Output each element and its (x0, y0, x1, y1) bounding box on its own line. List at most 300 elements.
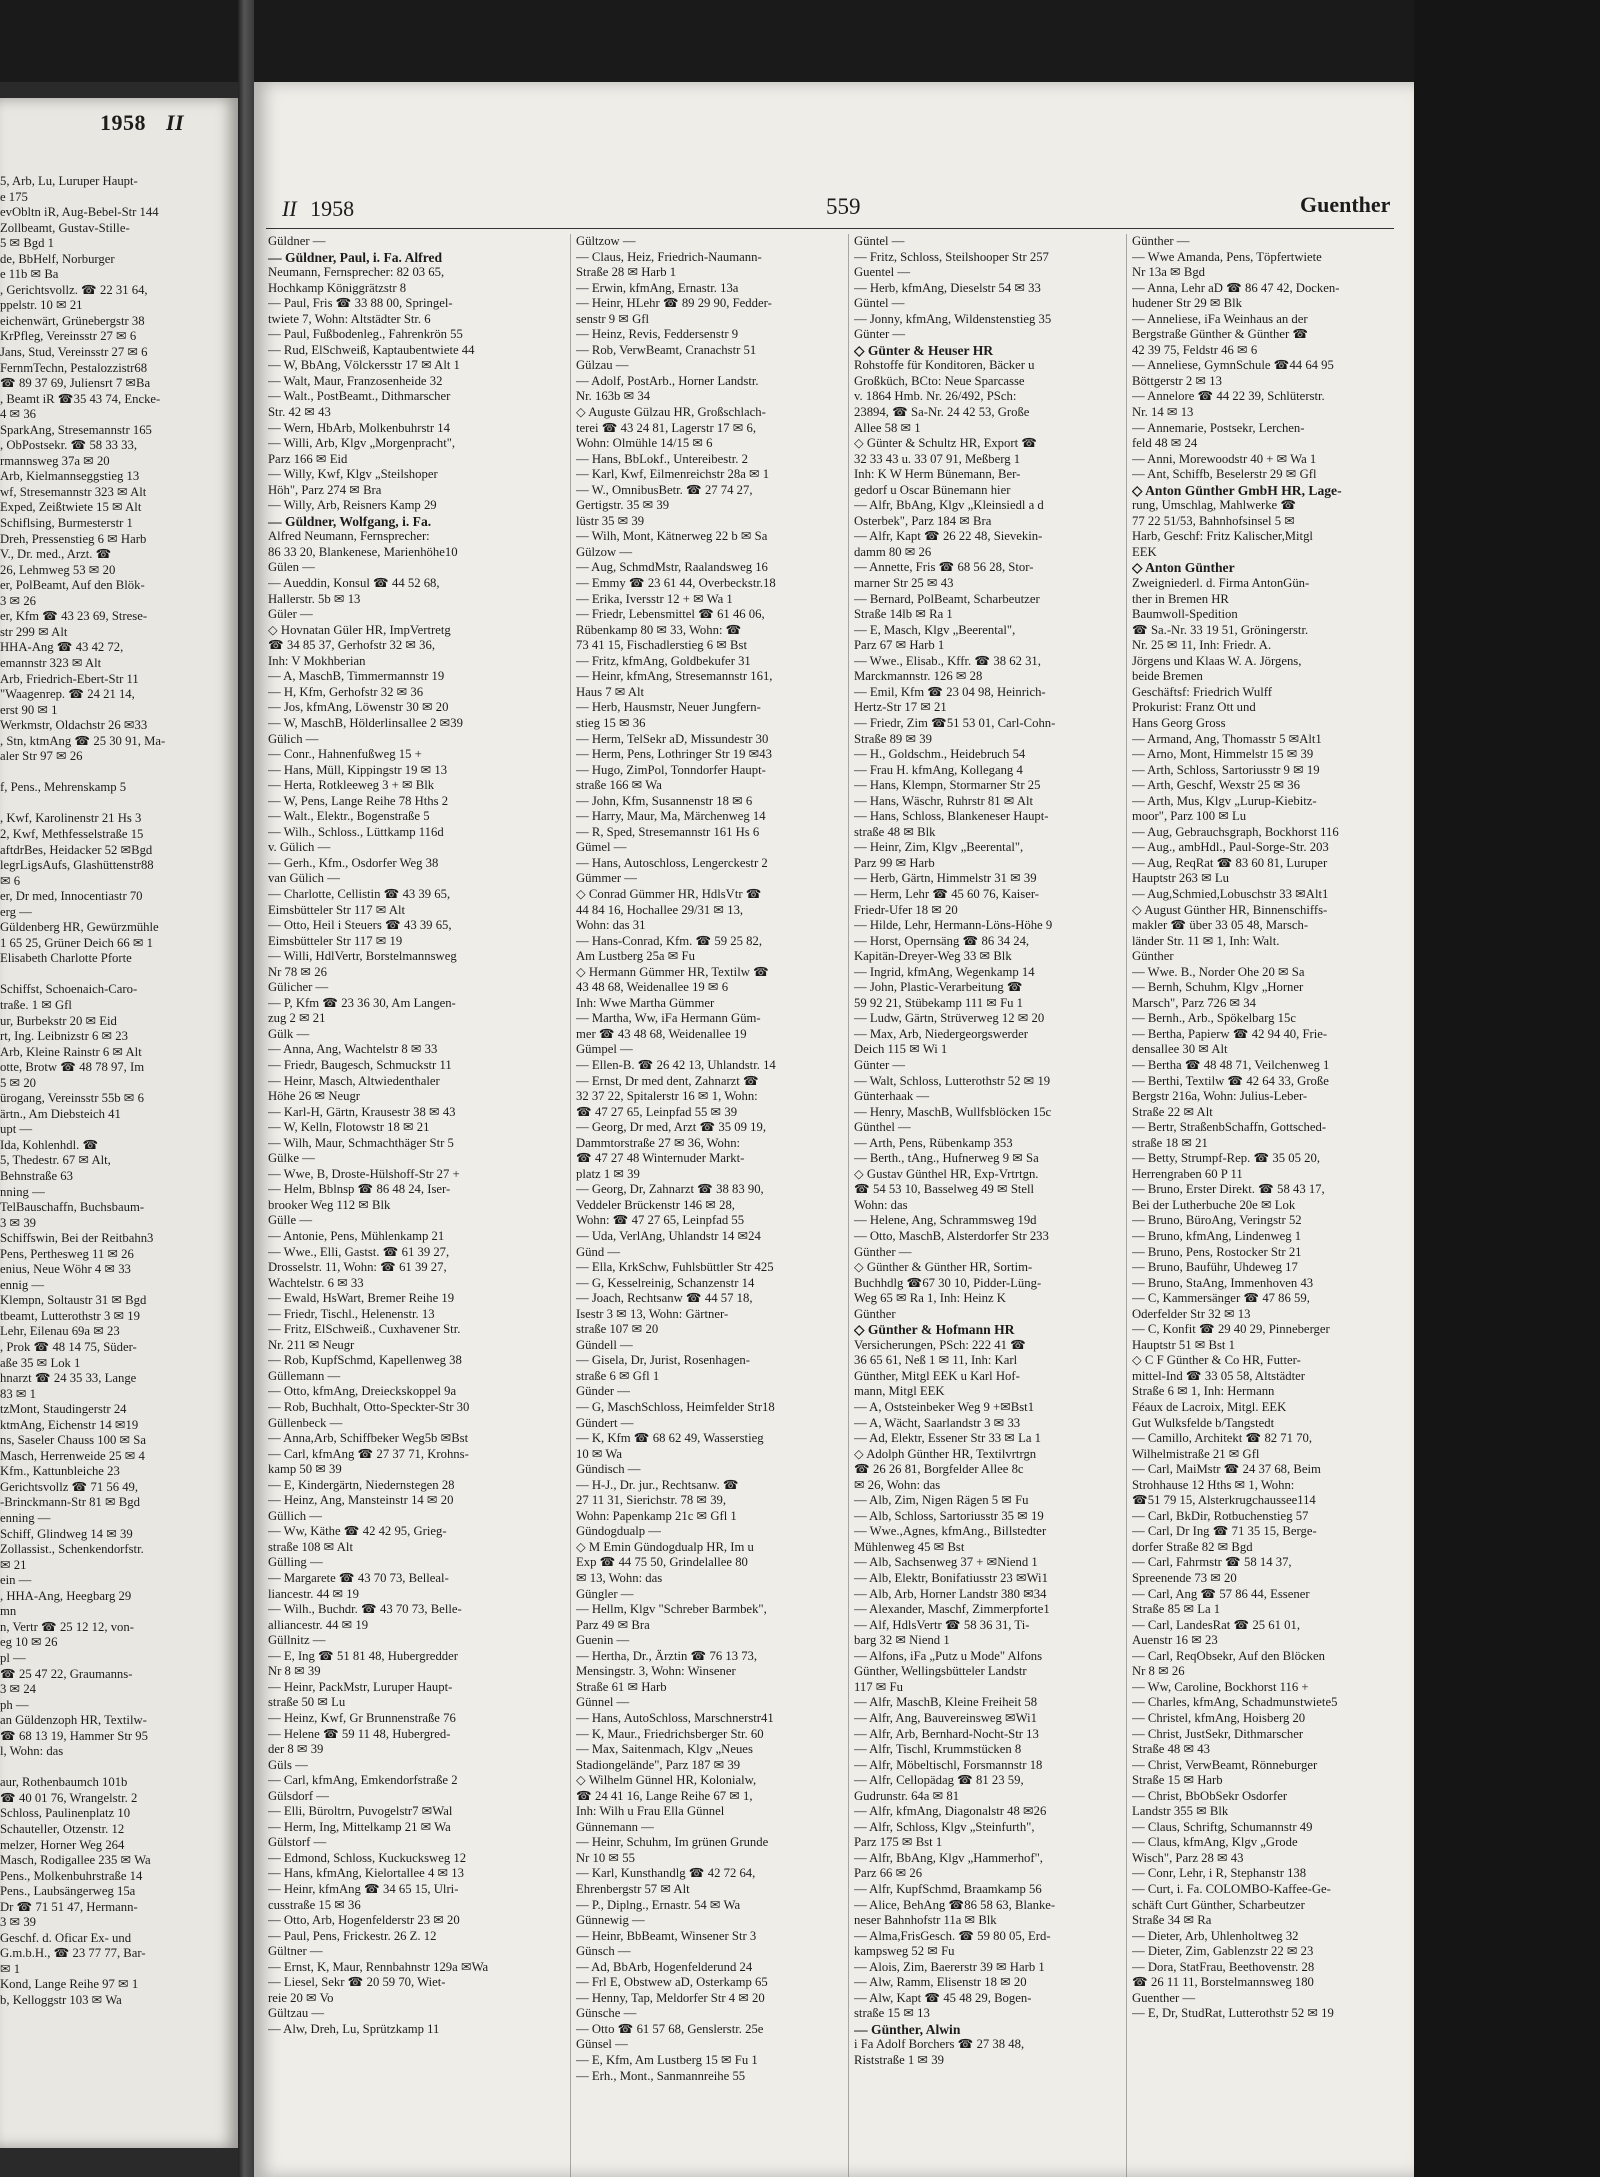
directory-entry-line: Güllemann — (268, 1368, 341, 1383)
directory-entry-line: eichenwärt, Grünebergstr 38 (0, 313, 145, 328)
directory-entry-line: ur, Burbekstr 20 ✉ Eid (0, 1013, 117, 1028)
directory-entry-line: TelBauschaffn, Buchsbaum- (0, 1200, 145, 1215)
directory-entry-line: — Alb, Schloss, Sartoriusstr 35 ✉ 19 (854, 1508, 1044, 1523)
directory-entry-line: — Heinr, kfmAng ☎ 34 65 15, Ulri- (268, 1881, 459, 1896)
directory-entry-line: — W, MaschB, Hölderlinsallee 2 ✉39 (268, 715, 463, 730)
directory-entry-line: Wohn: Olmühle 14/15 ✉ 6 (576, 436, 713, 451)
directory-entry-line: Wohn: das (854, 1197, 908, 1212)
directory-entry-line: 23894, ☎ Sa-Nr. 24 42 53, Große (854, 405, 1030, 420)
directory-entry-line: — John, Plastic-Verarbeitung ☎ (854, 980, 1023, 995)
directory-entry-line: — Wwe.,Agnes, kfmAng., Billstedter (854, 1524, 1047, 1539)
directory-entry-line: — Charles, kfmAng, Schadmunstwiete5 (1132, 1695, 1338, 1710)
directory-entry-line: Straße 22 ✉ Alt (1132, 1104, 1213, 1119)
directory-entry-line: Masch, Herrenweide 25 ✉ 4 (0, 1448, 145, 1463)
directory-entry-line: "Waagenrep. ☎ 24 21 14, (0, 687, 135, 702)
directory-entry-line: evObltn iR, Aug-Bebel-Str 144 (0, 205, 159, 220)
directory-entry-line: 117 ✉ Fu (854, 1679, 903, 1694)
directory-entry-line: — Karl, Kunsthandlg ☎ 42 72 64, (576, 1866, 756, 1881)
directory-entry-line: ☎ 47 27 48 Winternuder Markt- (576, 1151, 745, 1166)
directory-entry-line: Hallerstr. 5b ✉ 13 (268, 591, 361, 606)
directory-entry-line: 1 65 25, Grüner Deich 66 ✉ 1 (0, 935, 153, 950)
directory-entry-line: v. 1864 Hmb. Nr. 26/492, PSch: (854, 389, 1017, 404)
directory-entry-line: ◇ Auguste Gülzau HR, Großschlach- (576, 405, 766, 420)
directory-entry-line: Baumwoll-Spedition (1132, 607, 1238, 622)
directory-entry-line: Straße 6 ✉ 1, Inh: Hermann (1132, 1384, 1275, 1399)
directory-entry-line: — R, Sped, Stresemannstr 161 Hs 6 (576, 824, 760, 839)
directory-entry-line: — Helene, Ang, Schrammsweg 19d (854, 1213, 1037, 1228)
directory-entry-line: — Heinr, HLehr ☎ 89 29 90, Fedder- (576, 296, 772, 311)
directory-entry-line: aur, Rothenbaumch 101b (0, 1775, 128, 1790)
directory-entry-line: otte, Brotw ☎ 48 78 97, Im (0, 1060, 145, 1075)
directory-entry-line: — Walt., PostBeamt., Dithmarscher (268, 389, 451, 404)
directory-entry-line: Geschäftsf: Friedrich Wulff (1132, 684, 1272, 699)
directory-entry-line: — Willy, Kwf, Klgv „Steilshoper (268, 467, 438, 482)
directory-entry-line: — Gerh., Kfm., Osdorfer Weg 38 (268, 855, 439, 870)
directory-entry-line: ✉ 26, Wohn: das (854, 1477, 941, 1492)
directory-entry-line: — Alfr, BbAng, Klgv „Kleinsiedl a d (854, 498, 1044, 513)
left-header-year: 1958 (100, 110, 146, 135)
directory-entry-line: str 299 ✉ Alt (0, 624, 68, 639)
directory-entry-line: Versicherungen, PSch: 222 41 ☎ (854, 1337, 1026, 1352)
directory-entry-line: — Berth., tAng., Hufnerweg 9 ✉ Sa (854, 1151, 1039, 1166)
directory-entry-line: tbeamt, Lutterothstr 3 ✉ 19 (0, 1308, 140, 1323)
directory-entry-line: rt, Ing. Leibnizstr 6 ✉ 23 (0, 1029, 128, 1044)
directory-entry-line: Inh: K W Herm Bünemann, Ber- (854, 467, 1021, 482)
directory-entry-line: — Walt, Maur, Franzosenheide 32 (268, 373, 443, 388)
directory-entry-line: ◇ Anton Günther GmbH HR, Lage- (1132, 482, 1342, 498)
directory-entry-line: Gültner — (268, 1944, 323, 1959)
directory-entry-line: Gümmer — (576, 871, 637, 886)
directory-entry-line: — Wilh., Buchdr. ☎ 43 70 73, Belle- (268, 1602, 462, 1617)
directory-entry-line: marner Str 25 ✉ 43 (854, 576, 954, 591)
directory-entry-line: Parz 99 ✉ Harb (854, 855, 935, 870)
directory-entry-line: rung, Umschlag, Mahlwerke ☎ (1132, 498, 1297, 513)
directory-entry-line: Straße 15 ✉ Harb (1132, 1773, 1223, 1788)
directory-entry-line (0, 967, 232, 983)
directory-entry-line: 3 ✉ 39 (0, 1915, 37, 1930)
directory-entry-line: Güler — (268, 607, 313, 622)
directory-entry-line: ✉ 6 (0, 873, 21, 888)
directory-entry-line: — Wilh., Schloss., Lüttkamp 116d (268, 824, 444, 839)
directory-entry-line: , HHA-Ang, Heegbarg 29 (0, 1588, 132, 1603)
directory-entry-line: — Arth, Mus, Klgv „Lurup-Kiebitz- (1132, 793, 1317, 808)
directory-entry-line: — Aueddin, Konsul ☎ 44 52 68, (268, 576, 440, 591)
directory-entry-line: Gümel — (576, 840, 627, 855)
directory-entry-line: — Annelore ☎ 44 22 39, Schlüterstr. (1132, 389, 1325, 404)
directory-entry-line: Gülsdorf — (268, 1788, 329, 1803)
directory-entry-line: Gülk — (268, 1026, 310, 1041)
directory-entry-line: wf, Stresemannstr 323 ✉ Alt (0, 484, 147, 499)
directory-entry-line: Jans, Stud, Vereinsstr 27 ✉ 6 (0, 345, 148, 360)
directory-entry-line: kampsweg 52 ✉ Fu (854, 1944, 955, 1959)
directory-entry-line: Str. 42 ✉ 43 (268, 405, 331, 420)
directory-entry-line: — Walt, Schloss, Lutterothstr 52 ✉ 19 (854, 1073, 1051, 1088)
directory-entry-line: Günther (854, 1306, 896, 1321)
directory-entry-line: — H, Kfm, Gerhofstr 32 ✉ 36 (268, 684, 424, 699)
directory-entry-line: ☎ 34 85 37, Gerhofstr 32 ✉ 36, (268, 638, 436, 653)
directory-entry-line: Haus 7 ✉ Alt (576, 684, 645, 699)
directory-entry-line: ◇ August Günther HR, Binnenschiffs- (1132, 902, 1328, 917)
directory-entry-line: Wachtelstr. 6 ✉ 33 (268, 1275, 364, 1290)
directory-entry-line: — Rob, Buchhalt, Otto-Speckter-Str 30 (268, 1400, 470, 1415)
directory-entry-line: Günsch — (576, 1944, 631, 1959)
dark-background-edge (1414, 0, 1600, 2177)
directory-entry-line: Gündell — (576, 1337, 633, 1352)
directory-entry-line: HHA-Ang ☎ 43 42 72, (0, 640, 124, 655)
directory-entry-line: ◇ Günther & Günther HR, Sortim- (854, 1260, 1033, 1275)
directory-entry-line: Gündisch — (576, 1462, 641, 1477)
directory-entry-line: — Güldner, Paul, i. Fa. Alfred (268, 249, 443, 265)
directory-entry-line: nning — (0, 1184, 45, 1199)
directory-entry-line: Eimsbütteler Str 117 ✉ Alt (268, 902, 406, 917)
directory-entry-line: — Carl, kfmAng ☎ 27 37 71, Krohns- (268, 1446, 469, 1461)
directory-entry-line: — Alfr, Cellopädag ☎ 81 23 59, (854, 1773, 1024, 1788)
directory-entry-line: G.m.b.H., ☎ 23 77 77, Bar- (0, 1946, 146, 1961)
directory-entry-line: ☎51 79 15, Alsterkrugchaussee114 (1132, 1493, 1316, 1508)
directory-entry-line: — Wilh, Maur, Schmachthäger Str 5 (268, 1135, 454, 1150)
directory-entry-line: — Willy, Arb, Reisners Kamp 29 (268, 498, 437, 513)
directory-entry-line: aftdrBes, Heidacker 52 ✉Bgd (0, 842, 153, 857)
directory-entry-line: — Carl, Fahrmstr ☎ 58 14 37, (1132, 1555, 1292, 1570)
directory-entry-line: Gertigstr. 35 ✉ 39 (576, 498, 670, 513)
directory-entry-line: — Alfr, KupfSchmd, Braamkamp 56 (854, 1881, 1042, 1896)
directory-entry-line: Oderfelder Str 32 ✉ 13 (1132, 1306, 1251, 1321)
directory-entry-line: 83 ✉ 1 (0, 1386, 37, 1401)
directory-entry-line: Güldenberg HR, Gewürzmühle (0, 920, 159, 935)
directory-entry-line: i Fa Adolf Borchers ☎ 27 38 48, (854, 2037, 1025, 2052)
directory-entry-line: ✉ 21 (0, 1557, 27, 1572)
directory-entry-line: Inh: Wilh u Frau Ella Günnel (576, 1804, 725, 1819)
directory-column-1 (268, 234, 566, 2177)
directory-entry-line: Güldner — (268, 234, 326, 248)
directory-entry-line: — Bruno, kfmAng, Lindenweg 1 (1132, 1229, 1302, 1243)
directory-entry-line: — Jos, kfmAng, Löwenstr 30 ✉ 20 (268, 700, 449, 715)
directory-entry-line: — Heinr, PackMstr, Luruper Haupt- (268, 1679, 453, 1694)
directory-entry-line: van Gülich — (268, 871, 340, 886)
directory-entry-line: — Alfr, MaschB, Kleine Freiheit 58 (854, 1695, 1038, 1710)
directory-entry-line: — Hans, Klempn, Stormarner Str 25 (854, 778, 1041, 793)
directory-entry-line: Exped, Zeißtwiete 15 ✉ Alt (0, 500, 142, 515)
directory-entry-line: Ida, Kohlenhdl. ☎ (0, 1137, 99, 1152)
directory-entry-line: — Friedr, Baugesch, Schmuckstr 11 (268, 1057, 452, 1072)
directory-entry-line: — Alfr, Ang, Bauvereinsweg ✉Wi1 (854, 1710, 1037, 1725)
directory-entry-line: Arb, Kielmannseggstieg 13 (0, 469, 140, 484)
directory-column-4 (1132, 234, 1402, 2177)
directory-entry-line: beide Bremen (1132, 669, 1203, 684)
directory-entry-line: 5, Arb, Lu, Luruper Haupt- (0, 174, 138, 188)
directory-entry-line: — H., Goldschm., Heidebruch 54 (854, 747, 1026, 762)
directory-entry-line: an Güldenzoph HR, Textilw- (0, 1713, 147, 1728)
directory-entry-line: Böttgerstr 2 ✉ 13 (1132, 373, 1222, 388)
directory-entry-line: Nr 8 ✉ 39 (268, 1664, 321, 1679)
directory-entry-line: Gülzow — (576, 544, 633, 559)
directory-entry-line: ◇ Wilhelm Günnel HR, Kolonialw, (576, 1773, 757, 1788)
directory-entry-line: Wohn: das 31 (576, 918, 646, 933)
directory-entry-line: ◇ C F Günther & Co HR, Futter- (1132, 1353, 1301, 1368)
directory-entry-line: Güntel — (854, 234, 905, 248)
directory-entry-line: — Arth, Schloss, Sartoriusstr 9 ✉ 19 (1132, 762, 1320, 777)
directory-entry-line: — Bertha ☎ 48 48 71, Veilchenweg 1 (1132, 1057, 1330, 1072)
directory-entry-line: Günnel — (576, 1695, 630, 1710)
directory-entry-line: tzMont, Staudingerstr 24 (0, 1402, 127, 1417)
directory-entry-line: — Güldner, Wolfgang, i. Fa. (268, 513, 432, 529)
directory-entry-line: -Brinckmann-Str 81 ✉ Bgd (0, 1495, 140, 1510)
directory-entry-line: Guenther — (1132, 1990, 1196, 2005)
directory-entry-line: Schauteller, Otzenstr. 12 (0, 1821, 125, 1836)
directory-entry-line: — E, Kfm, Am Lustberg 15 ✉ Fu 1 (576, 2052, 758, 2067)
directory-entry-line: — Aug, SchmdMstr, Raalandsweg 16 (576, 560, 768, 575)
directory-entry-line: Pens, Perthesweg 11 ✉ 26 (0, 1246, 134, 1261)
directory-entry-line: — Anna, Lehr aD ☎ 86 47 42, Docken- (1132, 280, 1340, 295)
directory-entry-line: — Frau H. kfmAng, Kollegang 4 (854, 762, 1023, 777)
directory-entry-line: Nr 8 ✉ 26 (1132, 1664, 1185, 1679)
directory-entry-line: — Carl, Ang ☎ 57 86 44, Essener (1132, 1586, 1310, 1601)
directory-entry-line: legrLigsAufs, Glashüttenstr88 (0, 858, 154, 873)
directory-entry-line: — K, Maur., Friedrichsberger Str. 60 (576, 1726, 764, 1741)
directory-entry-line: — Otto ☎ 61 57 68, Genslerstr. 25e (576, 2021, 764, 2036)
directory-entry-line: — P., Diplng., Ernastr. 54 ✉ Wa (576, 1897, 741, 1912)
directory-entry-line: Zweigniederl. d. Firma AntonGün- (1132, 576, 1310, 591)
header-rule (266, 228, 1394, 229)
directory-entry-line: — Alb, Elektr, Bonifatiusstr 23 ✉Wi1 (854, 1571, 1048, 1586)
directory-entry-line: — G, MaschSchloss, Heimfelder Str18 (576, 1400, 775, 1415)
directory-entry-line: Schiflsing, Burmesterstr 1 (0, 516, 133, 531)
directory-entry-line: Güntel — (854, 296, 905, 311)
directory-entry-line: — Frl E, Obstwew aD, Osterkamp 65 (576, 1975, 768, 1990)
directory-entry-line: — Bruno, Bauführ, Uhdeweg 17 (1132, 1260, 1298, 1275)
directory-entry-line: ◇ Günter & Heuser HR (854, 342, 994, 358)
directory-entry-line: — Wwe Amanda, Pens, Töpfertwiete (1132, 249, 1322, 264)
directory-entry-line: Hochkamp Königgrätzstr 8 (268, 280, 407, 295)
directory-entry-line: — Herb, kfmAng, Dieselstr 54 ✉ 33 (854, 280, 1041, 295)
directory-entry-line: — Willi, HdlVertr, Borstelmannsweg (268, 949, 457, 964)
directory-entry-line: Höh", Parz 274 ✉ Bra (268, 482, 382, 497)
directory-entry-line: — John, Kfm, Susannenstr 18 ✉ 6 (576, 793, 753, 808)
directory-entry-line: — Bertha, Papierw ☎ 42 94 40, Frie- (1132, 1026, 1328, 1041)
directory-entry-line: Gülich — (268, 731, 319, 746)
directory-entry-line: Höhe 26 ✉ Neugr (268, 1089, 361, 1104)
directory-entry-line: — H-J., Dr. jur., Rechtsanw. ☎ (576, 1477, 739, 1492)
directory-entry-line: Hans Georg Gross (1132, 715, 1226, 730)
directory-entry-line: e 175 (0, 189, 28, 204)
directory-entry-line: ◇ Günter & Schultz HR, Export ☎ (854, 436, 1038, 451)
directory-entry-line: Eimsbütteler Str 117 ✉ 19 (268, 933, 403, 948)
directory-entry-line: — Annette, Fris ☎ 68 56 28, Stor- (854, 560, 1034, 575)
directory-entry-line: Guenin — (576, 1633, 630, 1648)
directory-entry-line: schäft Curt Günther, Scharbeutzer (1132, 1897, 1305, 1912)
directory-entry-line: Gültzau — (268, 2006, 325, 2021)
directory-entry-line: — W, Pens, Lange Reihe 78 Hths 2 (268, 793, 449, 808)
directory-entry-line: — Alb, Sachsenweg 37 + ✉Niend 1 (854, 1555, 1038, 1570)
directory-entry-line: — Arth, Pens, Rübenkamp 353 (854, 1135, 1013, 1150)
directory-entry-line: — W., OmnibusBetr. ☎ 27 74 27, (576, 482, 753, 497)
directory-entry-line: Nr 78 ✉ 26 (268, 964, 327, 979)
directory-entry-line: — Hans, kfmAng, Kielortallee 4 ✉ 13 (268, 1866, 464, 1881)
directory-entry-line: Güllenbeck — (268, 1415, 343, 1430)
directory-entry-line: — Heinz, Revis, Feddersenstr 9 (576, 327, 739, 342)
directory-entry-line: Günther, Wellingsbütteler Landstr (854, 1664, 1027, 1679)
directory-entry-line: 26, Lehmweg 53 ✉ 20 (0, 562, 116, 577)
directory-entry-line: Günter — (854, 1057, 906, 1072)
directory-entry-line: Gerichtsvollz ☎ 71 56 49, (0, 1479, 139, 1494)
directory-entry-line: Jörgens und Klaas W. A. Jörgens, (1132, 653, 1302, 668)
directory-entry-line: Großküch, BCto: Neue Sparcasse (854, 373, 1025, 388)
directory-entry-line: — Paul, Fris ☎ 33 88 00, Springel- (268, 296, 453, 311)
directory-entry-line: — Paul, Pens, Frickestr. 26 Z. 12 (268, 1928, 437, 1943)
directory-entry-line: erg — (0, 904, 32, 919)
directory-entry-line: — Günther, Alwin (854, 2021, 961, 2037)
directory-entry-line: Spreenende 73 ✉ 20 (1132, 1571, 1237, 1586)
directory-entry-line: V., Dr. med., Arzt. ☎ (0, 547, 112, 562)
directory-entry-line: Pens., Laubsängerweg 15a (0, 1884, 136, 1899)
directory-entry-line: melzer, Horner Weg 264 (0, 1837, 125, 1852)
directory-entry-line: — Alfr, Arb, Bernhard-Nocht-Str 13 (854, 1726, 1039, 1741)
directory-entry-line: — Wwe, B, Droste-Hülshoff-Str 27 + (268, 1166, 460, 1181)
directory-entry-line: — Alfr, Schloss, Klgv „Steinfurth", (854, 1819, 1035, 1834)
directory-entry-line: 86 33 20, Blankenese, Marienhöhe10 (268, 544, 458, 559)
directory-entry-line: f, Pens., Mehrenskamp 5 (0, 780, 127, 795)
directory-entry-line: Günd — (576, 1244, 621, 1259)
directory-entry-line: — Rob, KupfSchmd, Kapellenweg 38 (268, 1353, 462, 1368)
directory-entry-line: — Anneliese, GymnSchule ☎44 64 95 (1132, 358, 1334, 373)
directory-entry-line: ☎ 26 11 11, Borstelmannsweg 180 (1132, 1975, 1314, 1990)
directory-entry-line: 5, Thedestr. 67 ✉ Alt, (0, 1153, 111, 1168)
directory-entry-line: traße. 1 ✉ Gfl (0, 997, 72, 1012)
directory-entry-line: Deich 115 ✉ Wi 1 (854, 1042, 948, 1057)
directory-entry-line: — Herm, Ing, Mittelkamp 21 ✉ Wa (268, 1819, 451, 1834)
directory-entry-line: Günsche — (576, 2006, 637, 2021)
directory-entry-line: Güllnitz — (268, 1633, 326, 1648)
directory-entry-line: 42 39 75, Feldstr 46 ✉ 6 (1132, 342, 1258, 357)
directory-entry-line: terei ☎ 43 24 81, Lagerstr 17 ✉ 6, (576, 420, 757, 435)
directory-entry-line: ☎ 40 01 76, Wrangelstr. 2 (0, 1790, 138, 1805)
directory-entry-line: — Fritz, kfmAng, Goldbekufer 31 (576, 653, 751, 668)
directory-entry-line: erst 90 ✉ 1 (0, 702, 58, 717)
directory-entry-line: Exp ☎ 44 75 50, Grindelallee 80 (576, 1555, 748, 1570)
directory-entry-line: — Christ, VerwBeamt, Rönneburger (1132, 1757, 1318, 1772)
directory-entry-line: — Bruno, StaAng, Immenhoven 43 (1132, 1275, 1314, 1290)
directory-entry-line: — Karl-H, Gärtn, Krausestr 38 ✉ 43 (268, 1104, 456, 1119)
directory-entry-line: 2, Kwf, Methfesselstraße 15 (0, 826, 144, 841)
directory-entry-line: — Hugo, ZimPol, Tonndorfer Haupt- (576, 762, 766, 777)
directory-entry-line: alliancestr. 44 ✉ 19 (268, 1617, 369, 1632)
directory-entry-line: — Edmond, Schloss, Kuckucksweg 12 (268, 1850, 467, 1865)
directory-entry-line: — Betty, Strumpf-Rep. ☎ 35 05 20, (1132, 1151, 1321, 1166)
directory-entry-line: Gülzau — (576, 358, 629, 373)
directory-entry-line: ☎ 26 26 81, Borgfelder Allee 8c (854, 1462, 1024, 1477)
directory-entry-line: ärtn., Am Diebsteich 41 (0, 1106, 121, 1121)
directory-entry-line: — E, Dr, StudRat, Lutterothstr 52 ✉ 19 (1132, 2006, 1334, 2021)
directory-entry-line: 59 92 21, Stübekamp 111 ✉ Fu 1 (854, 995, 1023, 1010)
directory-entry-line: — Christ, JustSekr, Dithmarscher (1132, 1726, 1304, 1741)
directory-entry-line: Mensingstr. 3, Wohn: Winsener (576, 1664, 736, 1679)
directory-entry-line: — Claus, Schriftg, Schumannstr 49 (1132, 1819, 1313, 1834)
directory-entry-line: — C, Konfit ☎ 29 40 29, Pinneberger (1132, 1322, 1330, 1337)
directory-entry-line: — Alfr, BbAng, Klgv „Hammerhof", (854, 1850, 1043, 1865)
directory-entry-line: Harb, Geschf: Fritz Kalischer,Mitgl (1132, 529, 1313, 544)
directory-entry-line: — G, Kesselreinig, Schanzenstr 14 (576, 1275, 755, 1290)
directory-entry-line: Günnemann — (576, 1819, 654, 1834)
directory-entry-line: — Heinr, Zim, Klgv „Beerental", (854, 840, 1024, 855)
directory-entry-line: — Adolf, PostArb., Horner Landstr. (576, 373, 759, 388)
directory-entry-line: — E, Ing ☎ 51 81 48, Hubergredder (268, 1648, 458, 1663)
directory-entry-line: Guentel — (854, 265, 911, 280)
directory-entry-line: Gümpel — (576, 1042, 633, 1057)
directory-entry-line: — Bernard, PolBeamt, Scharbeutzer (854, 591, 1040, 606)
directory-entry-line: — Carl, BkDir, Rotbuchenstieg 57 (1132, 1508, 1309, 1523)
directory-entry-line: Nr. 25 ✉ 11, Inh: Friedr. A. (1132, 638, 1272, 653)
directory-entry-line: straße 166 ✉ Wa (576, 778, 662, 793)
directory-entry-line: straße 18 ✉ 21 (1132, 1135, 1208, 1150)
directory-entry-line: — K, Kfm ☎ 68 62 49, Wasserstieg (576, 1431, 764, 1446)
directory-entry-line: — Wwe., Elli, Gastst. ☎ 61 39 27, (268, 1244, 450, 1259)
directory-entry-line: Gut Wulksfelde b/Tangstedt (1132, 1415, 1275, 1430)
directory-entry-line: liancestr. 44 ✉ 19 (268, 1586, 359, 1601)
directory-entry-line: ◇ Anton Günther (1132, 560, 1235, 576)
directory-entry-line: — Alice, BehAng ☎86 58 63, Blanke- (854, 1897, 1056, 1912)
directory-entry-line: Alfred Neumann, Fernsprecher: (268, 529, 430, 544)
directory-entry-line: der 8 ✉ 39 (268, 1742, 324, 1757)
directory-entry-line: Parz 67 ✉ Harb 1 (854, 638, 945, 653)
directory-entry-line: — Fritz, Schloss, Steilshooper Str 257 (854, 249, 1049, 264)
directory-entry-line: — Hans, Müll, Kippingstr 19 ✉ 13 (268, 762, 448, 777)
directory-entry-line: — Carl, LandesRat ☎ 25 61 01, (1132, 1617, 1301, 1632)
directory-entry-line: — Aug, Gebrauchsgraph, Bockhorst 116 (1132, 824, 1339, 839)
directory-entry-line: Güls — (268, 1757, 308, 1772)
directory-entry-line: Herrengraben 60 P 11 (1132, 1166, 1243, 1181)
directory-entry-line: 10 ✉ Wa (576, 1446, 623, 1461)
directory-entry-line: — Hans, AutoSchloss, Marschnerstr41 (576, 1710, 774, 1725)
directory-entry-line: — Arno, Mont, Himmelstr 15 ✉ 39 (1132, 747, 1314, 762)
directory-entry-line: e 11b ✉ Ba (0, 267, 59, 282)
directory-entry-line: — Alw, Dreh, Lu, Sprützkamp 11 (268, 2021, 440, 2036)
directory-entry-line: 73 41 15, Fischadlerstieg 6 ✉ Bst (576, 638, 747, 653)
directory-entry-line: — Alfr, Möbeltischl, Forsmannstr 18 (854, 1757, 1043, 1772)
directory-entry-line: ◇ M Emin Gündogdualp HR, Im u (576, 1539, 754, 1554)
directory-entry-line: cusstraße 15 ✉ 36 (268, 1897, 361, 1912)
directory-entry-line: ☎ 25 47 22, Graumanns- (0, 1666, 133, 1681)
directory-entry-line: — Alf, HdlsVertr ☎ 58 36 31, Ti- (854, 1617, 1030, 1632)
directory-entry-line: — Wilh, Mont, Kätnerweg 22 b ✉ Sa (576, 529, 768, 544)
directory-entry-line: 77 22 51/53, Bahnhofsinsel 5 ✉ (1132, 513, 1295, 528)
directory-entry-line: v. Gülich — (268, 840, 331, 855)
directory-entry-line: Landstr 355 ✉ Blk (1132, 1804, 1229, 1819)
directory-entry-line: dorfer Straße 82 ✉ Bgd (1132, 1539, 1253, 1554)
column-divider (1126, 234, 1127, 2177)
directory-entry-line: — Charlotte, Cellistin ☎ 43 39 65, (268, 886, 451, 901)
directory-entry-line: — A, Oststeinbeker Weg 9 +✉Bst1 (854, 1400, 1035, 1415)
directory-entry-line: — Curt, i. Fa. COLOMBO-Kaffee-Ge- (1132, 1881, 1331, 1896)
directory-column-3 (854, 234, 1122, 2177)
directory-entry-line: Buchhdlg ☎67 30 10, Pidder-Lüng- (854, 1275, 1042, 1290)
directory-entry-line: — Ww, Caroline, Bockhorst 116 + (1132, 1679, 1309, 1694)
directory-entry-line: ◇ Conrad Gümmer HR, HdlsVtr ☎ (576, 886, 762, 901)
right-header-volume: II (282, 196, 297, 221)
directory-entry-line: Günther — (1132, 234, 1190, 248)
directory-entry-line: Straße 28 ✉ Harb 1 (576, 265, 677, 280)
directory-entry-line: — Heinz, Kwf, Gr Brunnenstraße 76 (268, 1710, 456, 1725)
directory-entry-line: Werkmstr, Oldachstr 26 ✉33 (0, 718, 148, 733)
directory-entry-line: pl — (0, 1650, 26, 1665)
directory-entry-line: 36 65 61, Neß 1 ✉ 11, Inh: Karl (854, 1353, 1018, 1368)
directory-entry-line: n, Vertr ☎ 25 12 12, von- (0, 1619, 134, 1634)
directory-entry-line: kamp 50 ✉ 39 (268, 1462, 342, 1477)
directory-entry-line: — Ernst, Dr med dent, Zahnarzt ☎ (576, 1073, 759, 1088)
directory-entry-line: Kfm., Kattunbleiche 23 (0, 1464, 120, 1479)
directory-entry-line: Hauptstr 51 ✉ Bst 1 (1132, 1337, 1235, 1352)
directory-entry-line: — Ad, BbArb, Hogenfelderund 24 (576, 1959, 753, 1974)
directory-entry-line: Parz 49 ✉ Bra (576, 1617, 650, 1632)
